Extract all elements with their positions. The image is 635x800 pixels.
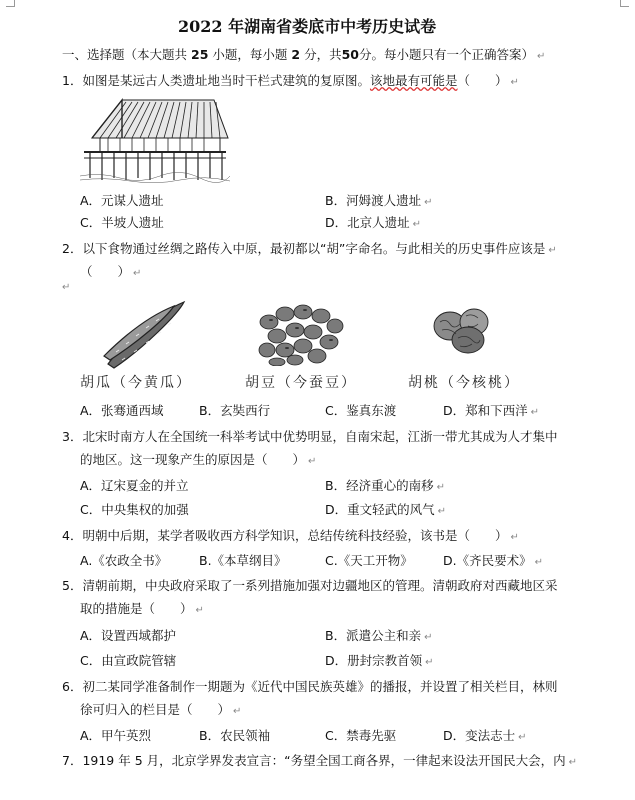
question-5-option-b[interactable]: B．派遣公主和亲 ↵	[325, 628, 433, 643]
question-4-stem: 4．明朝中后期，某学者吸收西方科学知识，总结传统科技经验，该书是（ ） ↵	[62, 528, 519, 543]
question-5-option-c[interactable]: C．由宣政院管辖	[80, 653, 177, 668]
question-5-stem-line-1: 5．清朝前期，中央政府采取了一系列措施加强对边疆地区的管理。清朝政府对西藏地区采	[62, 578, 558, 593]
stilt-house-illustration	[80, 94, 230, 184]
question-3-stem-line-1: 3．北宋时南方人在全国统一科举考试中优势明显，自南宋起，江浙一带尤其成为人才集中	[62, 429, 558, 444]
question-6-option-a[interactable]: A．甲午英烈	[80, 728, 152, 743]
page-title: 2022 年湖南省娄底市中考历史试卷	[178, 17, 437, 36]
section-header: 一、选择题（本大题共 25 小题，每小题 2 分，共50分。每小题只有一个正确答案） ↵	[62, 47, 546, 62]
question-6-stem-line-2: 徐可归入的栏目是（ ） ↵	[80, 702, 242, 717]
question-6-option-c[interactable]: C．禁毒先驱	[325, 728, 397, 743]
question-1-option-a[interactable]: A．元谋人遗址	[80, 193, 164, 208]
page-corner-mark	[620, 0, 629, 7]
question-6-option-d[interactable]: D．变法志士 ↵	[443, 728, 527, 743]
question-1-option-c[interactable]: C．半坡人遗址	[80, 215, 164, 230]
question-1-option-d[interactable]: D．北京人遗址 ↵	[325, 215, 422, 230]
question-6-option-b[interactable]: B．农民领袖	[199, 728, 271, 743]
question-2-option-d[interactable]: D．郑和下西洋 ↵	[443, 403, 540, 418]
spellcheck-underline: 该地最有可能是	[369, 73, 458, 88]
broad-bean-caption: 胡豆（今蚕豆）	[245, 375, 357, 391]
question-4-option-d[interactable]: D.《齐民要术》 ↵	[443, 553, 543, 568]
question-3-stem-line-2: 的地区。这一现象产生的原因是（ ） ↵	[80, 452, 317, 467]
page-corner-mark	[6, 0, 15, 7]
question-2-option-a[interactable]: A．张骞通西域	[80, 403, 164, 418]
question-4-option-a[interactable]: A.《农政全书》	[80, 553, 168, 568]
question-3-option-c[interactable]: C．中央集权的加强	[80, 502, 189, 517]
paragraph-mark: ↵	[62, 282, 71, 293]
walnut-caption: 胡桃（今核桃）	[408, 375, 520, 391]
cucumber-illustration	[100, 298, 190, 370]
question-5-option-a[interactable]: A．设置西域都护	[80, 628, 177, 643]
question-2-option-c[interactable]: C．鉴真东渡	[325, 403, 397, 418]
question-5-stem-line-2: 取的措施是（ ） ↵	[80, 601, 204, 616]
question-1-option-b[interactable]: B．河姆渡人遗址 ↵	[325, 193, 433, 208]
question-4-option-b[interactable]: B.《本草纲目》	[199, 553, 287, 568]
walnut-illustration	[428, 304, 498, 356]
question-2-stem-line-2: （ ） ↵	[80, 264, 142, 279]
cucumber-caption: 胡瓜（今黄瓜）	[80, 375, 192, 391]
question-2-option-b[interactable]: B．玄奘西行	[199, 403, 271, 418]
question-5-option-d[interactable]: D．册封宗教首领 ↵	[325, 653, 434, 668]
question-7-stem: 7．1919 年 5 月，北京学界发表宣言：“务望全国工商各界，一律起来设法开国民大会，内 ↵	[62, 753, 578, 768]
question-1-stem: 1．如图是某远古人类遗址地当时干栏式建筑的复原图。该地最有可能是（ ） ↵	[62, 73, 519, 88]
question-6-stem-line-1: 6．初二某同学准备制作一期题为《近代中国民族英雄》的播报，并设置了相关栏目，林则	[62, 679, 558, 694]
question-3-option-b[interactable]: B．经济重心的南移 ↵	[325, 478, 445, 493]
question-3-option-a[interactable]: A．辽宋夏金的并立	[80, 478, 189, 493]
broad-bean-illustration	[255, 300, 345, 366]
question-3-option-d[interactable]: D．重文轻武的风气 ↵	[325, 502, 447, 517]
question-2-stem-line-1: 2．以下食物通过丝绸之路传入中原，最初都以“胡”字命名。与此相关的历史事件应该是 ↵	[62, 241, 557, 256]
question-4-option-c[interactable]: C.《天工开物》	[325, 553, 413, 568]
